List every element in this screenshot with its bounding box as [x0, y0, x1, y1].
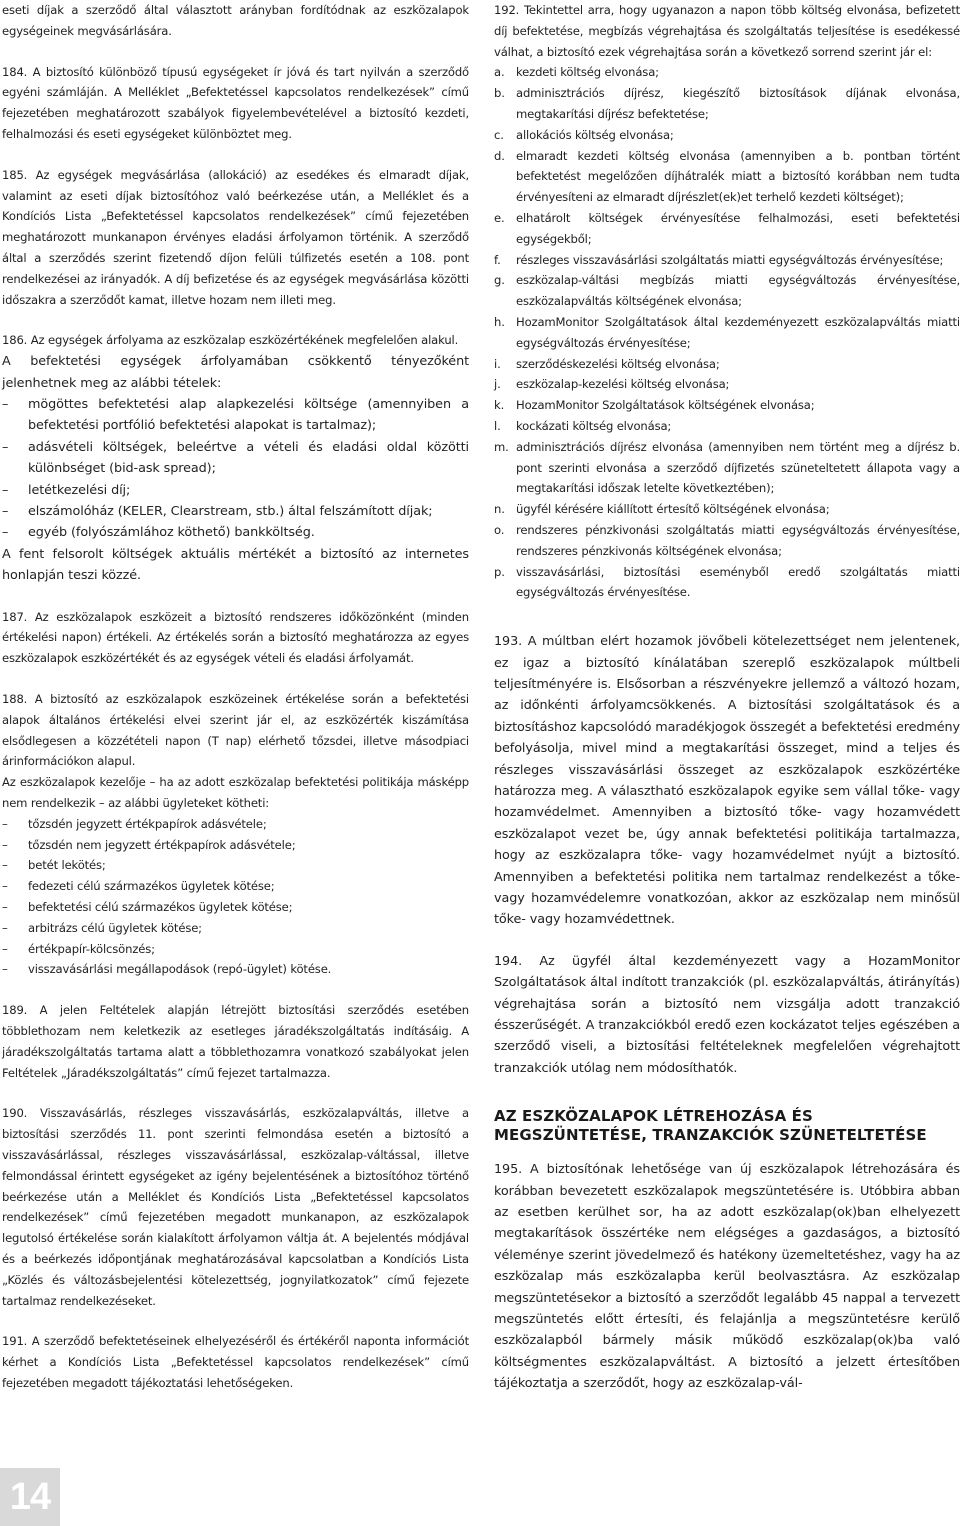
list-letter: j. [494, 377, 501, 392]
list-text: rendszeres pénzkivonási szolgáltatás miatti egységváltozás érvényesítése, rendszeres pénzkivonás költségének elvonása; [516, 522, 960, 558]
paragraph-193: 193. A múltban elért hozamok jövőbeli kötelezettséget nem jelentenek, ez igaz a biztosító kínálatában szereplő eszközalapok múltbeli teljesítményére is. Elsősorban a részvényekre jellemző a változó hozam, az időnkénti árfolyamcsökkenés. A biztosítási szolgáltatások és a biztosításhoz kapcsolódó maradékjogok összegét a befektetési eredmény befolyásolja, mivel mind a megtakarítási összeget, mind a teljes és részleges visszavásárlási összeget az eszközalapok eszközértéke határozza meg. A választható eszközalapok egyike sem vállal tőke- vagy hozamvédelmet. Amennyiben a biztosító tőke- vagy hozamvédett eszközalapot vezet be, úgy annak befektetési politikája tartalmazza, hogy az eszközalapra tőke- vagy hozamvédelmet nyújt a biztosító. Amennyiben a befektetési politika nem tartalmaz rendelkezést a tőke- vagy hozamvédelemre vonatkozóan, akkor az eszközalap nem minősül tőke- vagy hozamvédettnek. [494, 634, 960, 928]
list-item [494, 374, 960, 395]
list-item [494, 270, 960, 312]
section-heading: AZ ESZKÖZALAPOK LÉTREHOZÁSA ÉS MEGSZÜNTETÉSE, TRANZAKCIÓK SZÜNETELTETÉSE [494, 1107, 927, 1145]
list-text: ügyfél kérésére kiállított értesítő költségének elvonása; [516, 502, 830, 517]
paragraph-186-cost-outro: A fent felsorolt költségek aktuális mértékét a biztosító az internetes honlapján teszi közzé. [2, 546, 469, 584]
list-item: – adásvételi költségek, beleértve a vételi és eladási oldal közötti különbséget (bid-ask spread); [2, 437, 469, 480]
list-item [494, 395, 960, 416]
list-item: – mögöttes befektetési alap alapkezelési költsége (amennyiben a befektetési portfólió befektetési alapokat is tartalmaz); [2, 394, 469, 437]
list-text: HozamMonitor Szolgáltatások költségének elvonása; [516, 398, 815, 413]
list-item [494, 499, 960, 520]
list-text: elmaradt kezdeti költség elvonása (amennyiben a b. pontban történt befektetést megelőzően díjhátralék miatt a biztosító korábban nem tudta érvényesíteni az elmaradt díjrészlet(ek)et terhelő kezdeti költséget); [516, 148, 960, 205]
list-text: HozamMonitor Szolgáltatások által kezdeményezett eszközalapváltás miatti egységváltozás érvényesítése; [516, 314, 960, 350]
paragraph-186: 186. Az egységek árfolyama az eszközalap eszközértékének megfelelően alakul. [2, 333, 459, 348]
list-item: – tőzsdén jegyzett értékpapírok adásvétele; [2, 814, 469, 835]
list-item: – tőzsdén nem jegyzett értékpapírok adásvétele; [2, 835, 469, 856]
list-item [494, 125, 960, 146]
list-letter: f. [494, 252, 501, 267]
paragraph-187: 187. Az eszközalapok eszközeit a biztosító rendszeres időközönként (minden értékelési napon) értékeli. Az értékelés során a biztosító meghatározza az egyes eszközalapok eszközértékét és az egységek vételi és eladási árfolyamát. [2, 609, 469, 666]
paragraph-190: 190. Visszavásárlás, részleges visszavásárlás, eszközalapváltás, illetve a biztosítási szerződés 11. pont szerinti felmondása esetén a biztosító a visszavásárlással, részleges visszavásárlással, eszközalap-váltással, illetve felmondással érintett egységeket az igény bejelentésének a biztosítóhoz történő beérkezése után a Melléklet és Kondíciós Lista „Befektetéssel kapcsolatos rendelkezések” című fejezetében megadott munkanapon, az eszközalapok legutolsó értékelése során kialakított árfolyamon váltja át. A bejelentés módjával és a beérkezés időpontjának meghatározásával kapcsolatban a Kondíciós Lista „Közlés és változásbejelentési kötelezettség, jognyilatkozatok” című fejezete tartalmaz rendelkezéseket. [2, 1106, 469, 1308]
list-text: részleges visszavásárlási szolgáltatás miatti egységváltozás érvényesítése; [516, 252, 944, 267]
paragraph-188: 188. A biztosító az eszközalapok eszközeinek értékelése során a befektetési alapok általános értékelési elvei szerint jár el, az eszközérték kiszámítása elsődlegesen a közzétételi napon (T nap) elérhető tőzsdei, illetve másodpiaci árinformációkon alapul. [2, 692, 469, 769]
list-text: visszavásárlási, biztosítási eseményből eredő szolgáltatás miatti egységváltozás érvényesítése. [516, 564, 960, 600]
paragraph-188-transactions-intro: Az eszközalapok kezelője – ha az adott eszközalap befektetési politikája másképp nem rendelkezik – az alábbi ügyleteket kötheti: [2, 775, 469, 810]
paragraph-185: 185. Az egységek megvásárlása (allokáció) az esedékes és elmaradt díjak, valamint az eseti díjak biztosítóhoz való beérkezése után, a Melléklet és a Kondíciós Lista „Befektetéssel kapcsolatos rendelkezések” című fejezetében meghatározott munkanapon érvényes eladási árfolyamon történik. A szerződő által a szerződés szerint fizetendő díjon felüli túlfizetés esetén a 108. pont rendelkezései az irányadók. A díj befizetése és az egységek megvásárlása közötti időszakra a szerződőt kamat, illetve hozam nem illeti meg. [2, 167, 469, 307]
paragraph-184: 184. A biztosító különböző típusú egységeket ír jóvá és tart nyilván a szerződő egyéni számláján. A Melléklet „Befektetéssel kapcsolatos rendelkezések” című fejezetében meghatározott szabályok figyelembevételével a biztosító kezdeti, felhalmozási és eseti egységeket különböztet meg. [2, 64, 469, 141]
left-column [2, 0, 469, 1394]
list-item [494, 208, 960, 250]
list-text: elhatárolt költségek érvényesítése felhalmozási, eseti befektetési egységekből; [516, 210, 960, 246]
list-item [494, 83, 960, 125]
list-letter: o. [494, 522, 505, 537]
list-item: – fedezeti célú származékos ügyletek kötése; [2, 876, 469, 897]
list-letter: a. [494, 65, 505, 80]
list-letter: l. [494, 418, 501, 433]
list-item [494, 416, 960, 437]
list-item: – arbitrázs célú ügyletek kötése; [2, 918, 469, 939]
list-item: – letétkezelési díj; [2, 480, 469, 501]
list-letter: m. [494, 439, 509, 454]
paragraph-195: 195. A biztosítónak lehetősége van új eszközalapok létrehozására és korábban bevezetett eszközalapok megszüntetésére is. Utóbbira abban az esetben kerülhet sor, ha az adott eszközalap(ok)ban elhelyezett megtakarítások összértéke nem elégséges a gazdaságos, a biztosító véleménye szerint jövedelmező és hatékony üzemeltetéshez, vagy ha az eszközalap más eszközalapba kerül beolvasztásra. Az eszközalap megszüntetésekor a biztosító a szerződőt legalább 45 nappal a tervezett megszüntetés előtt értesíti, és felajánlja a megszüntetésre kerülő eszközalapból bármely másik működő eszközalap(ok)ba való költségmentes eszközalapváltást. A biztosító a jelzett értesítőben tájékoztatja a szerződőt, hogy az eszközalap-vál- [494, 1162, 960, 1392]
list-item: – betét lekötés; [2, 855, 469, 876]
list-item [494, 437, 960, 499]
execution-order-list [494, 62, 960, 603]
list-letter: c. [494, 127, 504, 142]
transaction-list [2, 814, 469, 980]
list-item: – egyéb (folyószámlához köthető) bankköltség. [2, 522, 469, 543]
list-item [494, 354, 960, 375]
list-item: – visszavásárlási megállapodások (repó-ügylet) kötése. [2, 959, 469, 980]
paragraph-192: 192. Tekintettel arra, hogy ugyanazon a napon több költség elvonása, befizetett díj befektetése, megbízás végrehajtása és szolgáltatás teljesítése is esedékessé válhat, a biztosító ezek végrehajtása során a következő sorrend szerint jár el: [494, 3, 960, 59]
paragraph-194: 194. Az ügyfél által kezdeményezett vagy a HozamMonitor Szolgáltatások által indított tranzakciók (pl. eszközalapváltás, átirányítás) végrehajtása során a biztosító nem vizsgálja adott tranzakció ésszerűségét. A tranzakciókból eredő ezen kockázatot teljes egészében a szerződő viseli, a biztosítási feltételeknek megfelelően végrehajtott tranzakciók utólag nem módosíthatók. [494, 953, 960, 1076]
list-letter: n. [494, 502, 505, 517]
list-letter: p. [494, 564, 505, 579]
paragraph-191: 191. A szerződő befektetéseinek elhelyezéséről és értékéről naponta információt kérhet a Kondíciós Lista „Befektetéssel kapcsolatos rendelkezések” című fejezetében megadott tájékoztatási lehetőségeken. [2, 1334, 469, 1390]
list-text: allokációs költség elvonása; [516, 127, 674, 142]
paragraph-189: 189. A jelen Feltételek alapján létrejött biztosítási szerződés esetében többlethozam nem keletkezik az esetleges járadékszolgáltatás indításáig. A járadékszolgáltatás tartama alatt a többlethozamra vonatkozó szabályokat jelen Feltételek „Járadékszolgáltatás” című fejezet tartalmazza. [2, 1003, 469, 1080]
list-text: eszközalap-váltási megbízás miatti egységváltozás érvényesítése, eszközalapváltás költségének elvonása; [516, 273, 960, 309]
list-text: szerződéskezelési költség elvonása; [516, 356, 720, 371]
list-letter: e. [494, 210, 505, 225]
list-letter: b. [494, 86, 505, 101]
list-item: – befektetési célú származékos ügyletek kötése; [2, 897, 469, 918]
list-text: adminisztrációs díjrész, kiegészítő biztosítások díjának elvonása, megtakarítási díjrész befektetése; [516, 86, 960, 121]
paragraph-intro: eseti díjak a szerződő által választott arányban fordítódnak az eszközalapok egységeinek megvásárlására. [2, 3, 469, 38]
right-column [494, 0, 960, 1395]
list-text: adminisztrációs díjrész elvonása (amennyiben nem történt meg a díjrész b. pont szerinti elvonása a szerződő díjfizetés szüneteltetett állapota vagy a megtakarítási időszak letelte következtében); [516, 439, 960, 496]
list-item: – értékpapír-kölcsönzés; [2, 939, 469, 960]
list-item [494, 312, 960, 354]
list-item [494, 146, 960, 208]
list-item [494, 250, 960, 271]
list-text: eszközalap-kezelési költség elvonása; [516, 377, 730, 392]
list-text: kezdeti költség elvonása; [516, 65, 659, 80]
list-letter: g. [494, 273, 505, 288]
paragraph-186-cost-intro: A befektetési egységek árfolyamában csökkentő tényezőként jelenhetnek meg az alábbi tételek: [2, 354, 469, 391]
list-item [494, 62, 960, 83]
list-item [494, 520, 960, 562]
list-letter: k. [494, 398, 505, 413]
list-letter: h. [494, 314, 505, 329]
list-item: – elszámolóház (KELER, Clearstream, stb.) által felszámított díjak; [2, 501, 469, 522]
page-number: 14 [0, 1468, 60, 1526]
list-letter: i. [494, 356, 501, 371]
cost-list [2, 394, 469, 544]
list-text: kockázati költség elvonása; [516, 418, 672, 433]
list-item [494, 562, 960, 604]
list-letter: d. [494, 148, 505, 163]
